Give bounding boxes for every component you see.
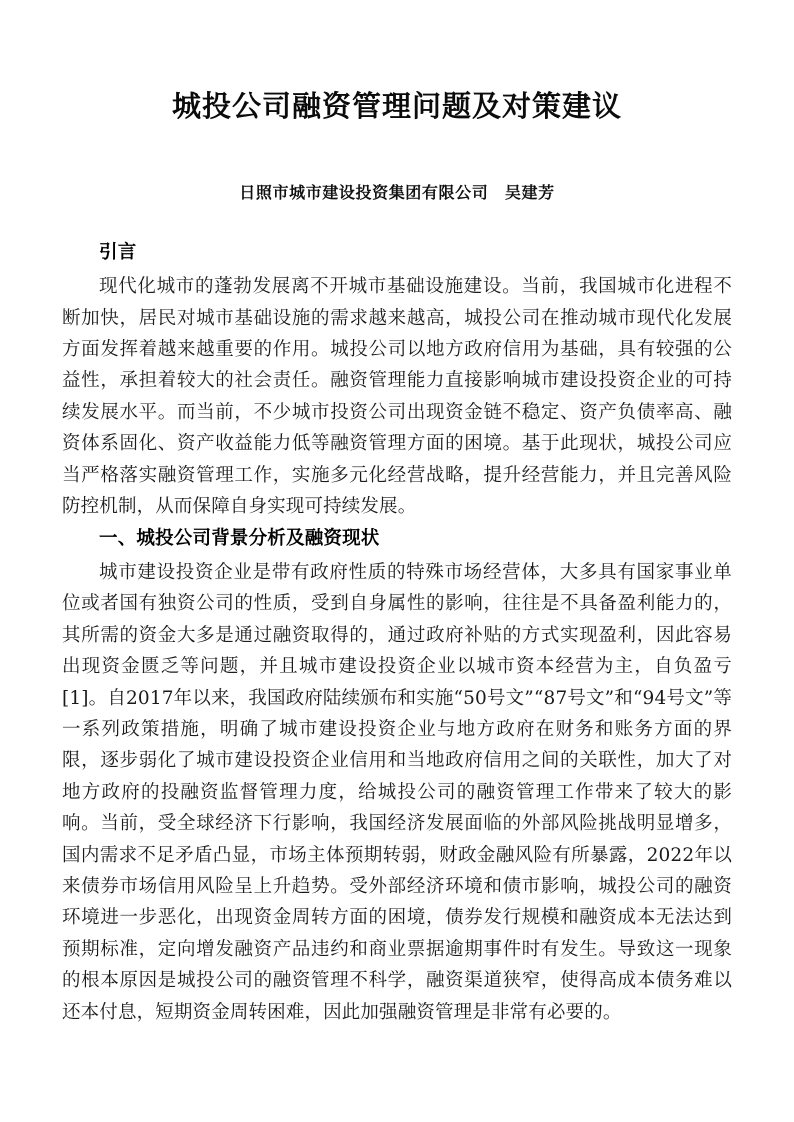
- document-content-column: [62, 0, 732, 1028]
- section-heading-one: 一、城投公司背景分析及融资现状: [99, 528, 380, 550]
- page-title: 城投公司融资管理问题及对策建议: [171, 89, 622, 123]
- paragraph-section-one: 城市建设投资企业是带有政府性质的特殊市场经营体，大多具有国家事业单位或者国有独资公司的性质，受到自身属性的影响，往往是不具备盈利能力的，其所需的资金大多是通过融资取得的，通过政府补贴的方式实现盈利，因此容易出现资金匮乏等问题，并且城市建设投资企业以城市资本经营为主，自负盈亏[1]。自2017年以来，我国政府陆续颁布和实施“50号文”“87号文”和“94号文”等一系列政策措施，明确了城市建设投资企业与地方政府在财务和账务方面的界限，逐步弱化了城市建设投资企业信用和当地政府信用之间的关联性，加大了对地方政府的投融资监督管理力度，给城投公司的融资管理工作带来了较大的影响。当前，受全球经济下行影响，我国经济发展面临的外部风险挑战明显增多，国内需求不足矛盾凸显，市场主体预期转弱，财政金融风险有所暴露，2022年以来债券市场信用风险呈上升趋势。受外部经济环境和债市影响，城投公司的融资环境进一步恶化，出现资金周转方面的困境，债券发行规模和融资成本无法达到预期标准，定向增发融资产品违约和商业票据逾期事件时有发生。导致这一现象的根本原因是城投公司的融资管理不科学，融资渠道狭窄，使得高成本债务难以还本付息，短期资金周转困难，因此加强融资管理是非常有必要的。: [62, 561, 732, 1023]
- section-heading-preface: 引言: [99, 241, 137, 263]
- author-affiliation-line: 日照市城市建设投资集团有限公司 吴建芳: [239, 183, 555, 203]
- paragraph-preface: 现代化城市的蓬勃发展离不开城市基础设施建设。当前，我国城市化进程不断加快，居民对城市基础设施的需求越来越高，城投公司在推动城市现代化发展方面发挥着越来越重要的作用。城投公司以地方政府信用为基础，具有较强的公益性，承担着较大的社会责任。融资管理能力直接影响城市建设投资企业的可持续发展水平。而当前，不少城市投资公司出现资金链不稳定、资产负债率高、融资体系固化、资产收益能力低等融资管理方面的困境。基于此现状，城投公司应当严格落实融资管理工作，实施多元化经营战略，提升经营能力，并且完善风险防控机制，从而保障自身实现可持续发展。: [62, 276, 732, 517]
